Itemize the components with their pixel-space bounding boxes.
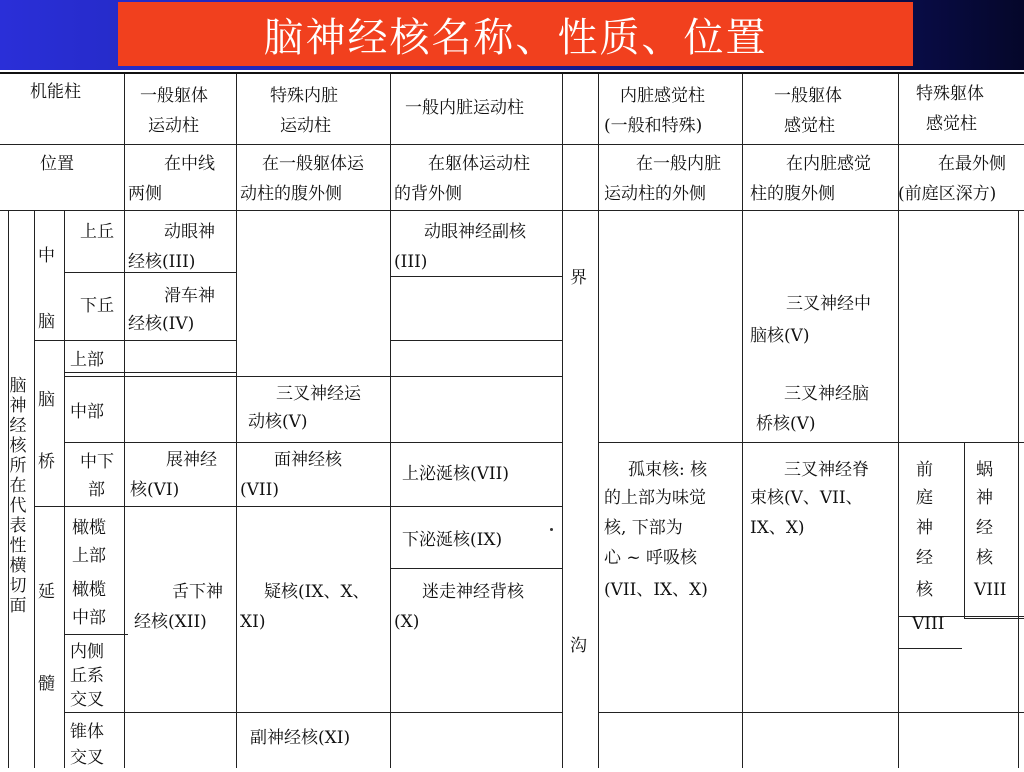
cell-solitary-l2: 的上部为味觉 [604,488,706,508]
cell-facial-l2: (VII) [240,480,279,500]
cell-trochlear-l1: 滑车神 [164,286,215,306]
cell-oculomotor-accessory-l1: 动眼神经副核 [424,222,526,242]
cell-trigeminal-mesencephalic-l1: 三叉神经中 [786,294,871,314]
position-col5-l1: 在一般内脏 [636,154,721,174]
cell-vestibular-c4: 经 [916,548,933,568]
level-middle-olive-l1: 橄榄 [72,580,106,600]
cell-cochlear-c1: 蜗 [976,460,993,480]
grid-line [964,442,965,618]
cell-trigeminal-pontine-l1: 三叉神经脑 [784,384,869,404]
grid-line [742,74,743,768]
grid-line [1018,210,1019,768]
cell-cochlear-c2: 神 [976,488,993,508]
level-middle-olive-l2: 中部 [72,608,106,628]
group-midbrain-l2: 脑 [38,312,55,332]
cell-vestibular-c3: 神 [916,518,933,538]
cell-trigeminal-motor-l2: 动核(V) [248,412,308,432]
header-visceral-sensory-l1: 内脏感觉柱 [620,86,705,106]
cell-accessory: 副神经核(XI) [250,728,351,748]
header-somatic-sensory-l1: 一般躯体 [774,86,842,106]
cell-hypoglossal-l2: 经核(XII) [134,612,207,632]
position-col3-l1: 在躯体运动柱 [428,154,530,174]
header-somatic-sensory-l2: 感觉柱 [784,116,835,136]
grid-line [390,568,562,569]
grid-line [598,442,1024,443]
sulcus-bottom: 沟 [570,636,587,656]
grid-line [898,648,962,649]
cell-abducens-l2: 核(VI) [130,480,180,500]
cell-vestibular-c2: 庭 [916,488,933,508]
grid-line [898,74,899,768]
grid-line [598,712,1024,713]
cell-cochlear-c3: 经 [976,518,993,538]
cell-trigeminal-pontine-l2: 桥核(V) [756,414,816,434]
grid-line [64,442,562,443]
side-label: 脑神经核所在代表性横切面 [9,376,27,616]
group-midbrain-l1: 中 [38,246,55,266]
header-somatic-motor-l2: 运动柱 [148,116,199,136]
cell-trigeminal-mesencephalic-l2: 脑核(V) [750,326,810,346]
header-somatic-motor-l1: 一般躯体 [140,86,208,106]
sulcus-top: 界 [570,268,587,288]
group-medulla-l1: 延 [38,582,55,602]
grid-line [64,376,562,377]
cell-superior-salivatory: 上泌涎核(VII) [402,464,509,484]
position-label: 位置 [40,154,74,174]
cell-trigeminal-motor-l1: 三叉神经运 [276,384,361,404]
grid-line [390,74,391,768]
level-medial-lemniscus-l1: 内侧 [70,642,104,662]
grid-line [236,74,237,768]
grid-line [34,210,35,768]
level-pyramid-l1: 锥体 [70,722,104,742]
position-col5-l2: 运动柱的外侧 [604,184,706,204]
cell-vestibular-c5: 核 [916,580,933,600]
cell-solitary-l3: 核, 下部为 [604,518,683,538]
dot-mark [550,528,553,531]
level-inferior-colliculus: 下丘 [80,296,114,316]
level-upper-olive-l2: 上部 [72,546,106,566]
grid-line [34,506,562,507]
level-upper-part: 上部 [70,350,104,370]
slide-title: 脑神经核名称、性质、位置 [263,14,768,61]
level-middle-part: 中部 [70,402,104,422]
cell-inferior-salivatory: 下泌涎核(IX) [402,530,503,550]
level-medial-lemniscus-l3: 交叉 [70,690,104,710]
group-pons-l2: 桥 [38,452,55,472]
cell-solitary-l4: 心 ~ 呼吸核 [604,548,698,568]
level-upper-olive-l1: 橄榄 [72,518,106,538]
cell-trigeminal-spinal-l1: 三叉神经脊 [784,460,869,480]
cell-solitary-l5: (VII、IX、X) [604,580,708,600]
grid-line [0,210,1024,211]
cell-vestibular-c1: 前 [916,460,933,480]
level-lower-middle-l2: 部 [88,480,105,500]
cell-cochlear-c5: VIII [974,580,1007,600]
grid-line [562,74,563,768]
group-pons-l1: 脑 [38,390,55,410]
grid-line [64,634,128,635]
header-special-sensory-l1: 特殊躯体 [916,84,984,104]
cell-trochlear-l2: 经核(IV) [128,314,195,334]
position-col2-l1: 在一般躯体运 [262,154,364,174]
header-branchial-motor-l1: 特殊内脏 [270,86,338,106]
level-medial-lemniscus-l2: 丘系 [70,666,104,686]
header-visceral-sensory-l2: (一般和特殊) [604,116,703,136]
position-col6-l2: 柱的腹外侧 [750,184,835,204]
header-function-column: 机能柱 [30,82,81,102]
grid-line [124,210,125,768]
grid-line [64,210,65,768]
nuclei-table [0,70,1024,768]
level-superior-colliculus: 上丘 [80,222,114,242]
grid-line [124,74,125,210]
cell-oculomotor-accessory-l2: (III) [394,252,428,272]
cell-trigeminal-spinal-l3: IX、X) [750,518,805,538]
grid-line [64,712,562,713]
header-special-sensory-l2: 感觉柱 [926,114,977,134]
cell-hypoglossal-l1: 舌下神 [172,582,223,602]
header-visceral-motor: 一般内脏运动柱 [405,98,524,118]
cell-facial-l1: 面神经核 [274,450,342,470]
position-col2-l2: 动柱的腹外侧 [240,184,342,204]
position-col7-l1: 在最外侧 [938,154,1006,174]
title-banner [118,2,913,66]
cell-ambiguus-l1: 疑核(IX、X、 [264,582,370,602]
level-pyramid-l2: 交叉 [70,748,104,768]
level-lower-middle-l1: 中下 [80,452,114,472]
cell-cochlear-c4: 核 [976,548,993,568]
cell-trigeminal-spinal-l2: 束核(V、VII、 [750,488,863,508]
position-col3-l2: 的背外侧 [394,184,462,204]
grid-line [390,340,562,341]
grid-line [0,144,1024,145]
cell-vagus-dorsal-l2: (X) [394,612,420,632]
grid-line [598,74,599,768]
cell-oculomotor-l2: 经核(III) [128,252,196,272]
cell-solitary-l1: 孤束核: 核 [628,460,708,480]
cell-ambiguus-l2: XI) [240,612,266,632]
position-col1-l2: 两侧 [128,184,162,204]
group-medulla-l2: 髓 [38,674,55,694]
position-col6-l1: 在内脏感觉 [786,154,871,174]
cell-vestibular-c6: VIII [912,614,945,634]
cell-abducens-l1: 展神经 [166,450,217,470]
cell-vagus-dorsal-l1: 迷走神经背核 [422,582,524,602]
grid-line [390,276,562,277]
position-col1-l1: 在中线 [164,154,215,174]
position-col7-l2: (前庭区深方) [898,184,997,204]
cell-oculomotor-l1: 动眼神 [164,222,215,242]
header-branchial-motor-l2: 运动柱 [280,116,331,136]
grid-line [0,72,1024,74]
grid-line [964,618,1024,619]
